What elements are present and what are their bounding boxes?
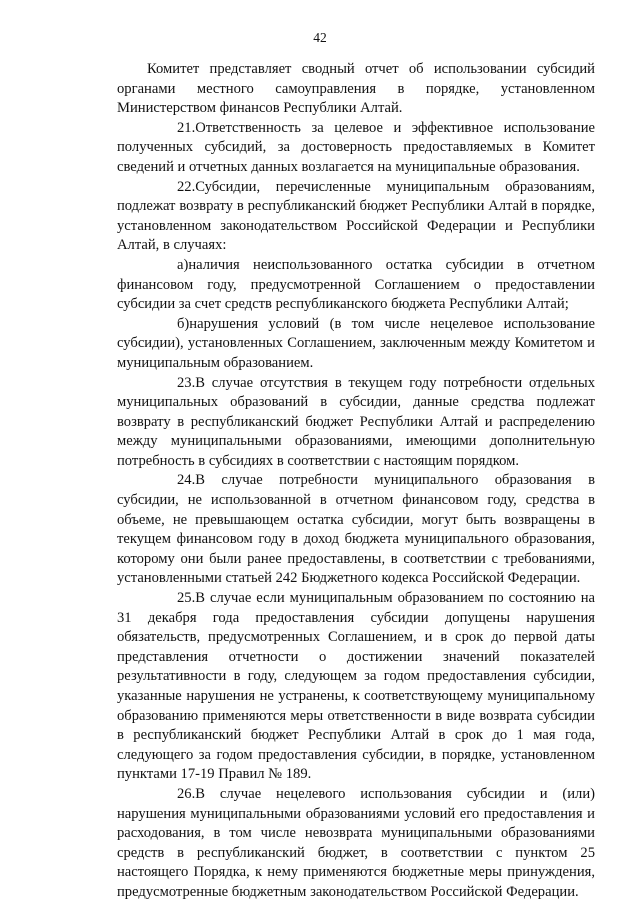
paragraph-number: 24. [177,472,196,489]
paragraph-22 [117,178,595,256]
subitem-mark: б) [177,315,190,332]
paragraph-text: В случае отсутствия в текущем году потребности отдельных муниципальных образований в субсидии, данные средства подлежат возврату в республиканский бюджет Республики Алтай и распределению между муниципальными образованиями, имеющими дополнительную потребность в субсидиях в соответствии с настоящим порядком. [117,374,595,469]
intro-paragraph [117,60,595,119]
paragraph-number: 25. [177,590,196,607]
subitem-text: нарушения условий (в том числе нецелевое использование субсидии), установленных Соглашением, заключенным между Комитетом и муниципальным образованием. [117,315,595,371]
paragraph-text: В случае если муниципальным образованием по состоянию на 31 декабря года предоставления субсидии допущены нарушения обязательств, предусмотренных Соглашением, и в срок до первой даты представления отчетности о достижении значений показателей результативности в году, следующем за годом предоставления субсидии, указанные нарушения не устранены, к соответствующему муниципальному образованию применяются меры ответственности в виде возврата субсидии в республиканский бюджет Республики Алтай в срок до 1 мая года, следующего за годом предоставления субсидии, в порядке, установленном пунктами 17-19 Правил № 189. [117,590,595,783]
paragraph-text: В случае нецелевого использования субсидии и (или) нарушения муниципальными образованиями условий его предоставления и расходования, в том числе невозврата муниципальными образованиями средств в республиканский бюджет, в соответствии с пунктом 25 настоящего Порядка, к нему применяются бюджетные меры принуждения, предусмотренные бюджетным законодательством Российской Федерации. [117,785,595,900]
subitem-b [117,315,595,374]
document-body [117,60,595,903]
paragraph-number: 22. [177,178,196,195]
paragraph-21 [117,119,595,178]
paragraph-number: 21. [177,119,196,136]
paragraph-text: Ответственность за целевое и эффективное использование полученных субсидий, за достоверность предоставляемых в Комитет сведений и отчетных данных возлагается на муниципальные образования. [117,119,595,175]
paragraph-26 [117,785,595,903]
paragraph-25 [117,589,595,785]
paragraph-23 [117,374,595,472]
paragraph-text: В случае потребности муниципального образования в субсидии, не использованной в отчетном финансовом году, средства в объеме, не превышающем остатка субсидии, могут быть возвращены в текущем финансовом году в доход бюджета муниципального образования, которому они были ранее предоставлены, в соответствии с требованиями, установленными статьей 242 Бюджетного кодекса Российской Федерации. [117,472,595,587]
paragraph-number: 26. [177,785,196,802]
paragraph-24 [117,471,595,589]
subitem-a [117,256,595,315]
paragraph-text: Субсидии, перечисленные муниципальным образованиям, подлежат возврату в республиканский бюджет Республики Алтай в порядке, установленном законодательством Российской Федерации и Республики Алтай, в случаях: [117,178,595,254]
intro-text: Комитет представляет сводный отчет об использовании субсидий органами местного самоуправления в порядке, установленном Министерством финансов Республики Алтай. [117,61,595,117]
paragraph-number: 23. [177,374,196,391]
page-number: 42 [313,30,327,45]
subitem-mark: а) [177,256,189,273]
subitem-text: наличия неиспользованного остатка субсидии в отчетном финансовом году, предусмотренной Соглашением о предоставлении субсидии за счет средств республиканского бюджета Республики Алтай; [117,256,595,313]
